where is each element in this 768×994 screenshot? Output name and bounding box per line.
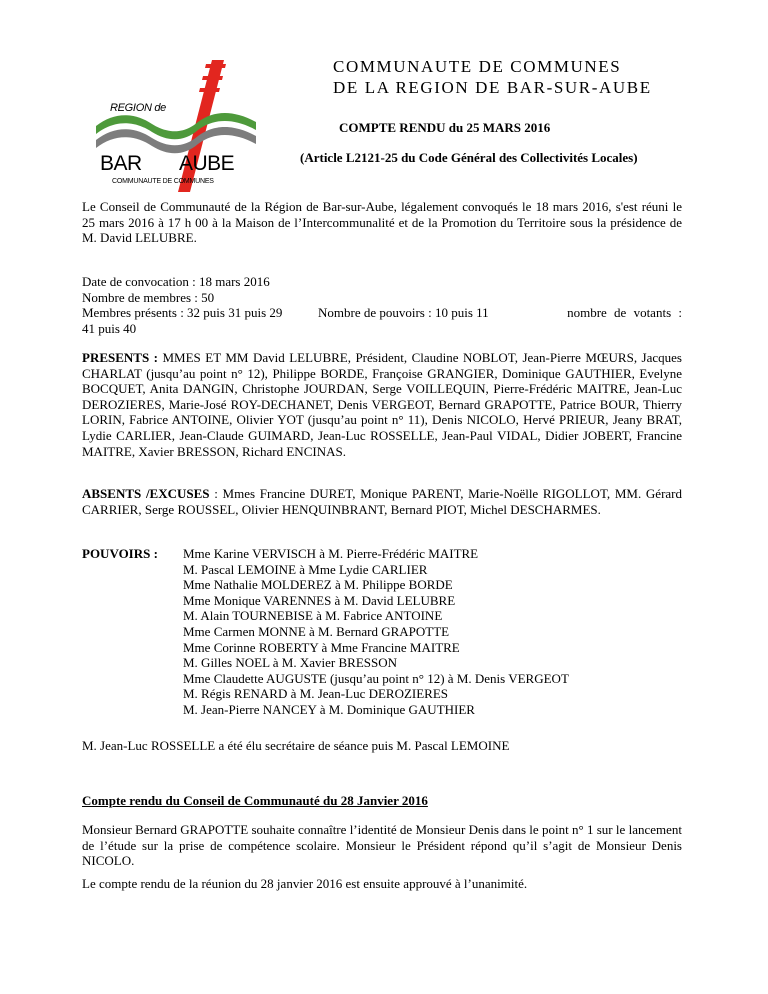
pouvoir-item: Mme Claudette AUGUSTE (jusqu’au point n° 12) à M. Denis VERGEOT [183, 670, 569, 686]
pouvoir-item: Mme Karine VERVISCH à M. Pierre-Frédéric MAITRE [183, 546, 479, 561]
pouvoir-item: M. Jean-Pierre NANCEY à M. Dominique GAUTHIER [183, 701, 475, 717]
logo-region-text: REGION de [110, 102, 166, 114]
logo-subtitle-text: COMMUNAUTE DE COMMUNES [112, 178, 214, 185]
absents-paragraph [82, 486, 682, 517]
absents-label: ABSENTS /EXCUSES [82, 486, 210, 501]
pouvoirs-label: POUVOIRS : [82, 546, 158, 561]
approval-paragraph: Le compte rendu de la réunion du 28 janvier 2016 est ensuite approuvé à l’unanimité. [82, 876, 528, 891]
pouvoir-item: Mme Nathalie MOLDEREZ à M. Philippe BORDE [183, 577, 453, 593]
org-line-2: DE LA REGION DE BAR-SUR-AUBE [333, 78, 652, 97]
pouvoir-item: M. Alain TOURNEBISE à M. Fabrice ANTOINE [183, 608, 443, 624]
org-line-1: COMMUNAUTE DE COMMUNES [333, 57, 622, 76]
article-reference: (Article L2121-25 du Code Général des Collectivités Locales) [300, 150, 638, 165]
secretary-paragraph: M. Jean-Luc ROSSELLE a été élu secrétaire de séance puis M. Pascal LEMOINE [82, 738, 510, 753]
logo-bar-text: BAR [100, 152, 142, 175]
presents-text: MMES ET MM David LELUBRE, Président, Claudine NOBLOT, Jean-Pierre MŒURS, Jacques CHARLAT (jusqu’au point n° 12), Philippe BORDE, Françoise GRANGIER, Dominique GAUTHIER, Evelyne BOCQUET, Anita DANGIN, Christophe JOURDAN, Serge VOILLEQUIN, Pierre-Frédéric MAITRE, Jean-Luc DEROZIERES, Marie-José ROY-DECHANET, Denis VERGEOT, Bernard GRAPOTTE, Patrice BOUR, Thierry LORIN, Fabrice ANTOINE, Olivier YOT (jusqu’au point n° 11), Denis NICOLO, Hervé PRIEUR, Jeany BRAT, Lydie CARLIER, Jean-Claude GUIMARD, Jean-Luc ROSSELLE, Jean-Paul VIDAL, Didier JOBERT, Francine MAITRE, Xavier BRESSON, Richard ENCINAS. [82, 350, 682, 459]
pouvoir-item: Mme Corinne ROBERTY à Mme Francine MAITRE [183, 639, 460, 655]
logo-aube-text: AUBE [179, 152, 235, 175]
pouvoirs-list [183, 546, 569, 718]
voters-value: 41 puis 40 [82, 320, 137, 336]
convocation-date: Date de convocation : 18 mars 2016 [82, 274, 270, 289]
presents-label: PRESENTS : [82, 350, 158, 365]
compte-rendu-paragraph: Monsieur Bernard GRAPOTTE souhaite connaître l’identité de Monsieur Denis dans le point n° 1 sur le lancement de l’étude sur la prise de compétence scolaire. Monsieur le Président répond qu’il s’agit de Monsieur Denis NICOLO. [82, 822, 682, 869]
organization-name [333, 56, 652, 98]
pouvoir-item: M. Régis RENARD à M. Jean-Luc DEROZIERES [183, 686, 449, 702]
member-count: Nombre de membres : 50 [82, 289, 215, 305]
meta-row [82, 305, 682, 321]
pouvoir-item: M. Gilles NOEL à M. Xavier BRESSON [183, 655, 398, 671]
compte-rendu-heading: Compte rendu du Conseil de Communauté du 28 Janvier 2016 [82, 793, 428, 808]
meeting-meta [82, 274, 682, 336]
voters-label: nombre de votants : [567, 305, 682, 321]
pouvoir-item: M. Pascal LEMOINE à Mme Lydie CARLIER [183, 561, 428, 577]
pouvoir-item: Mme Monique VARENNES à M. David LELUBRE [183, 592, 456, 608]
present-count: Membres présents : 32 puis 31 puis 29 [82, 305, 283, 321]
presents-paragraph [82, 350, 682, 459]
report-title: COMPTE RENDU du 25 MARS 2016 [339, 120, 551, 135]
absents-text: : Mmes Francine DURET, Monique PARENT, Marie-Noëlle RIGOLLOT, MM. Gérard CARRIER, Serge ROUSSEL, Olivier HENQUINBRANT, Bernard PIOT, Michel DESCHARMES. [82, 486, 683, 517]
pouvoir-item: Mme Carmen MONNE à M. Bernard GRAPOTTE [183, 623, 450, 639]
region-logo [94, 54, 260, 194]
intro-paragraph: Le Conseil de Communauté de la Région de Bar-sur-Aube, légalement convoqués le 18 mars 2016, s'est réuni le 25 mars 2016 à 17 h 00 à la Maison de l’Intercommunalité et de la Promotion du Territoire sous la présidence de M. David LELUBRE. [82, 199, 682, 246]
proxy-count: Nombre de pouvoirs : 10 puis 11 [318, 305, 489, 321]
